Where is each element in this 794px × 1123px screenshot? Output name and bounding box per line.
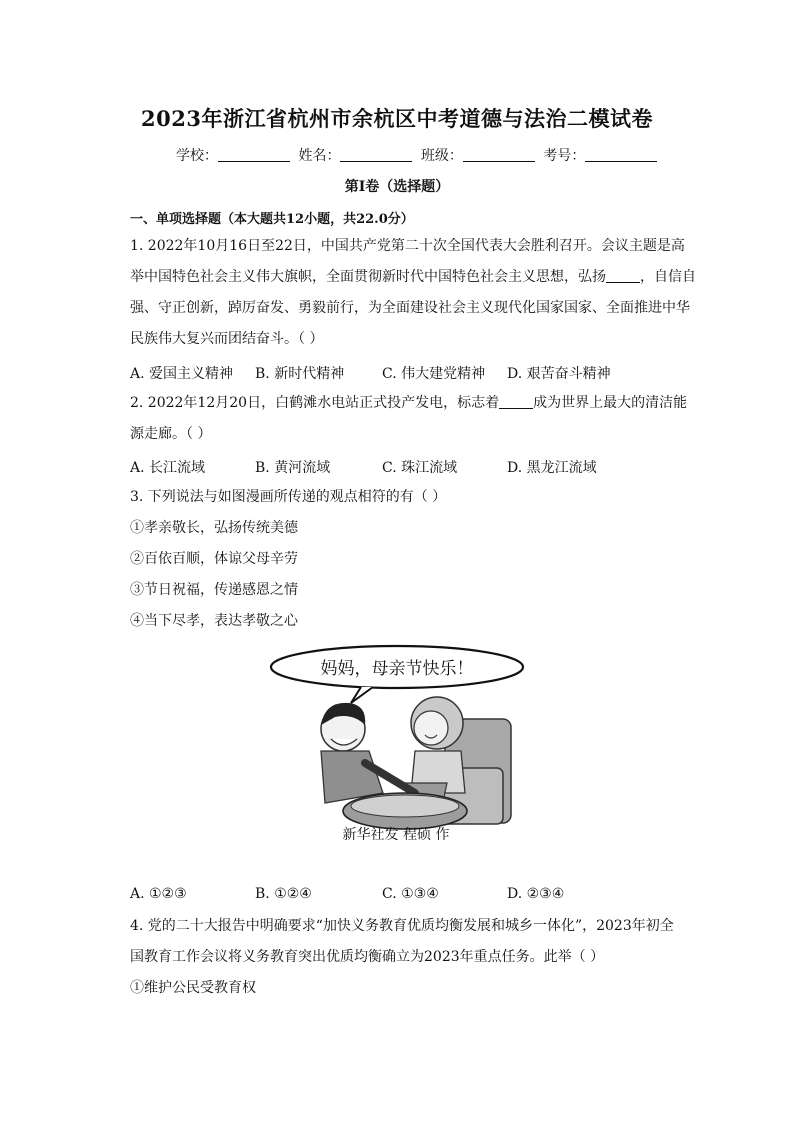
q1-option-b[interactable]: B. 新时代精神 xyxy=(255,366,345,382)
q1-option-a[interactable]: A. 爱国主义精神 xyxy=(130,366,234,382)
q3-option-b[interactable]: B. ①②④ xyxy=(255,886,312,902)
school-label: 学校： xyxy=(176,148,218,164)
q2-option-d[interactable]: D. 黑龙江流域 xyxy=(507,460,597,476)
cartoon-drawing xyxy=(265,643,527,843)
speech-tail xyxy=(351,687,373,703)
mothers-day-cartoon xyxy=(265,643,527,843)
school-blank[interactable] xyxy=(218,147,290,162)
q1-line-4: 民族伟大复兴而团结奋斗。（ ） xyxy=(130,331,324,347)
q3-option-d[interactable]: D. ②③④ xyxy=(507,886,565,902)
q1-answer-blank xyxy=(606,268,640,283)
exam-number-label: 考号： xyxy=(543,148,586,164)
q1-option-c[interactable]: C. 伟大建党精神 xyxy=(382,366,486,382)
q2-answer-blank xyxy=(499,394,533,409)
q3-statement-1: ①孝亲敬长，弘扬传统美德 xyxy=(130,520,298,536)
exam-number-blank[interactable] xyxy=(585,147,657,162)
q2-option-b[interactable]: B. 黄河流域 xyxy=(255,460,331,476)
q3-option-a[interactable]: A. ①②③ xyxy=(130,886,187,902)
q1-line-2 xyxy=(130,267,696,287)
student-info-line xyxy=(176,145,661,165)
q3-statement-4: ④当下尽孝，表达孝敬之心 xyxy=(130,613,298,629)
q3-option-c[interactable]: C. ①③④ xyxy=(382,886,439,902)
q1-line-3: 强、守正创新，踔厉奋发、勇毅前行，为全面建设社会主义现代化国家国家、全面推进中华 xyxy=(130,300,690,316)
q2-option-a[interactable]: A. 长江流域 xyxy=(130,460,206,476)
cartoon-credit: 新华社发 程硕 作 xyxy=(342,827,450,843)
q2-line-1-tail: 成为世界上最大的清洁能 xyxy=(533,395,688,411)
q3-statement-3: ③节日祝福，传递感恩之情 xyxy=(130,582,298,598)
q3-statement-2: ②百依百顺，体谅父母辛劳 xyxy=(130,551,298,567)
exam-title: 2023年浙江省杭州市余杭区中考道德与法治二模试卷 xyxy=(141,106,653,131)
q1-line-2-text: 举中国特色社会主义伟大旗帜，全面贯彻新时代中国特色社会主义思想，弘扬 xyxy=(130,269,606,285)
mother-face xyxy=(414,711,448,745)
q4-line-2: 国教育工作会议将义务教育突出优质均衡确立为2023年重点任务。此举（ ） xyxy=(130,949,605,965)
q1-line-2-tail: ，自信自 xyxy=(640,269,696,285)
section-heading: 一、单项选择题（本大题共12小题，共22.0分） xyxy=(130,212,414,227)
q3-stem: 3. 下列说法与如图漫画所传递的观点相符的有（ ） xyxy=(130,489,447,505)
speech-text: 妈妈，母亲节快乐！ xyxy=(320,659,474,679)
q2-line-1-text: 2. 2022年12月20日，白鹤滩水电站正式投产发电，标志着 xyxy=(130,395,500,411)
q4-statement-1: ①维护公民受教育权 xyxy=(130,980,256,996)
basin-water xyxy=(351,795,459,817)
q4-line-1: 4. 党的二十大报告中明确要求“加快义务教育优质均衡发展和城乡一体化”，2023年初全 xyxy=(130,918,674,934)
q2-option-c[interactable]: C. 珠江流域 xyxy=(382,460,458,476)
name-label: 姓名： xyxy=(298,148,341,164)
class-label: 班级： xyxy=(420,148,463,164)
name-blank[interactable] xyxy=(340,147,412,162)
q2-line-1 xyxy=(130,393,690,413)
q1-line-1: 1. 2022年10月16日至22日，中国共产党第二十次全国代表大会胜利召开。会议主题是高 xyxy=(130,238,685,254)
q1-option-d[interactable]: D. 艰苦奋斗精神 xyxy=(507,366,611,382)
q2-line-2: 源走廊。（ ） xyxy=(130,426,212,442)
class-blank[interactable] xyxy=(463,147,535,162)
volume-heading: 第Ⅰ卷（选择题） xyxy=(344,179,450,195)
